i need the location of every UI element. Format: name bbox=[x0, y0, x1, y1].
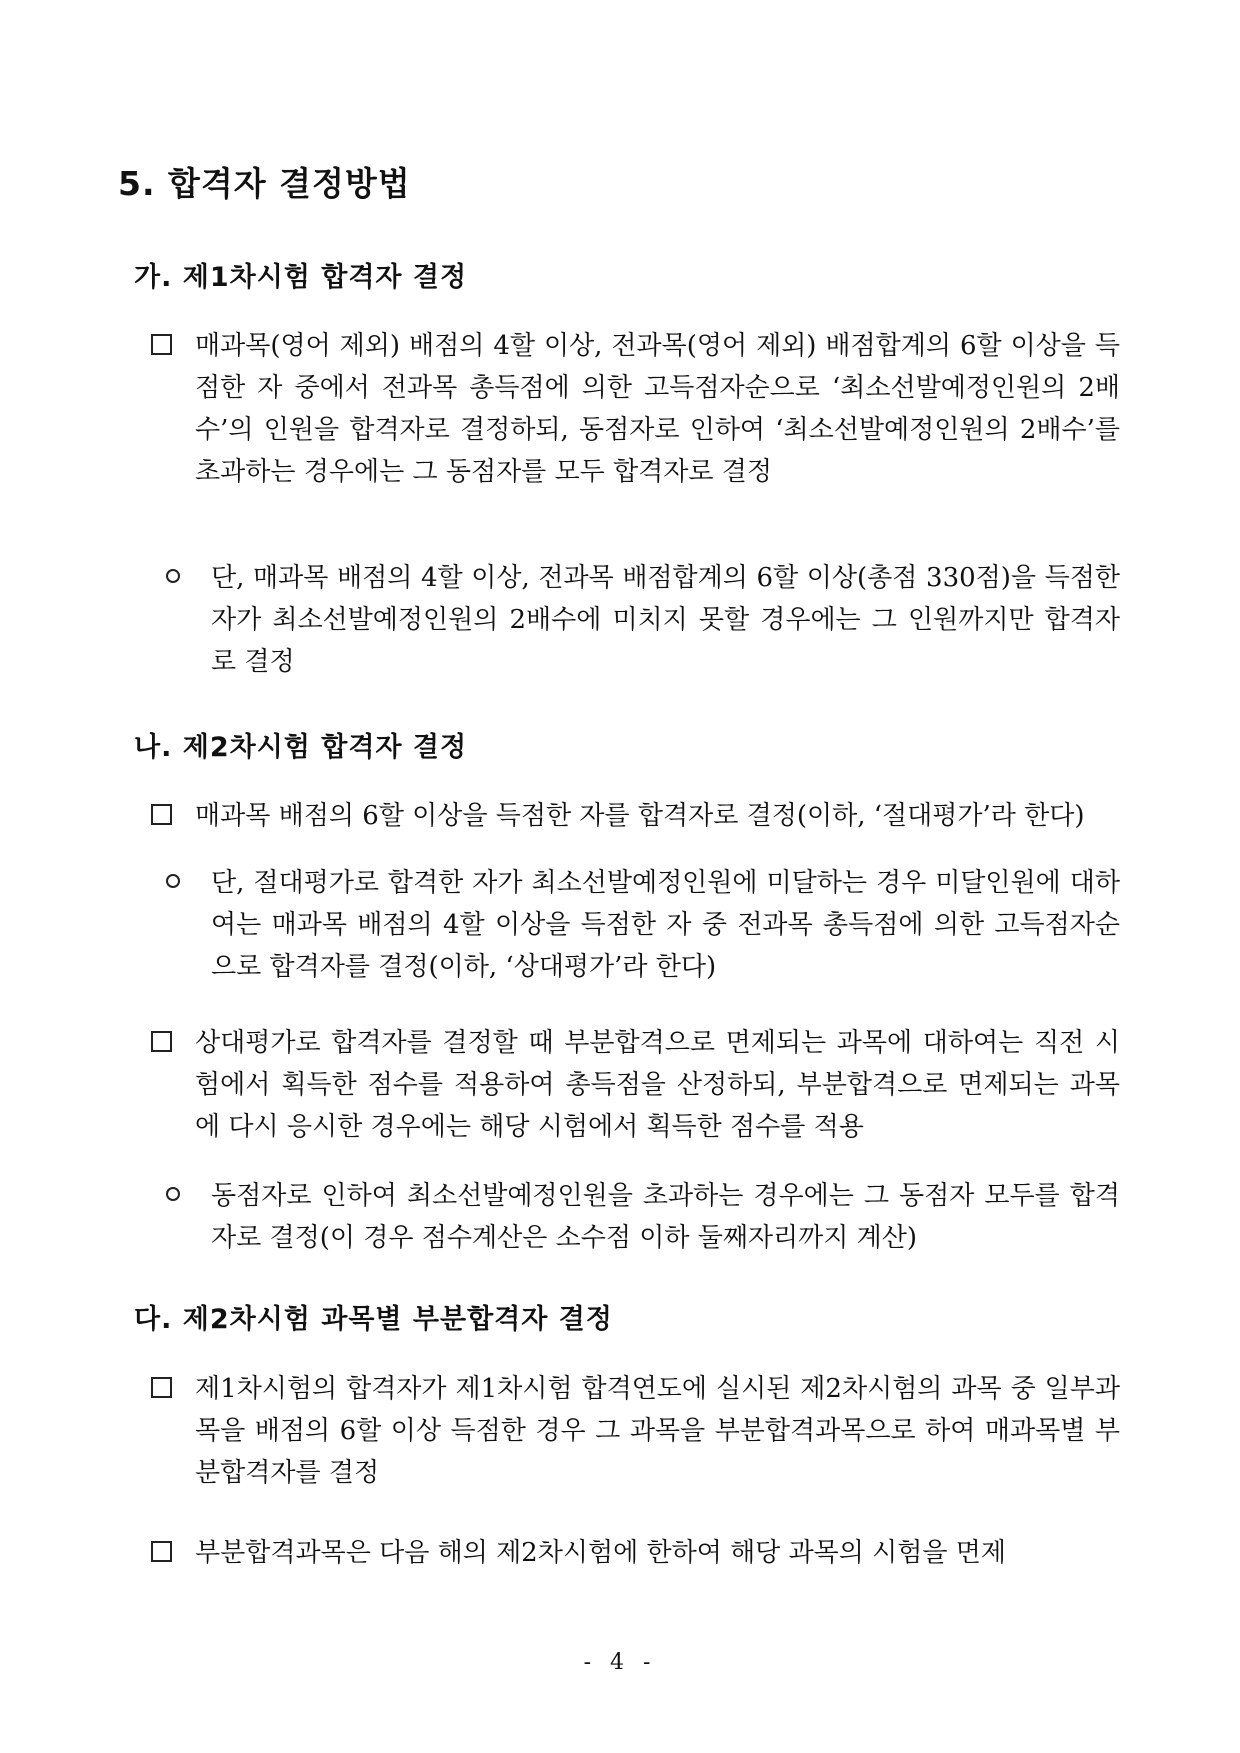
subsection-heading-ga: 가. 제1차시험 합격자 결정 bbox=[134, 262, 468, 293]
item-text: 매과목 배점의 6할 이상을 득점한 자를 합격자로 결정(이하, ‘절대평가’라 한다) bbox=[195, 801, 1085, 831]
bullet-circle-icon bbox=[166, 569, 180, 583]
item-text: 상대평가로 합격자를 결정할 때 부분합격으로 면제되는 과목에 대하여는 직전 시험에서 획득한 점수를 적용하여 총득점을 산정하되, 부분합격으로 면제되는 과목에 다시 응시한 경우에는 해당 시험에서 획득한 점수를 적용 bbox=[195, 1028, 1120, 1142]
bullet-circle-icon bbox=[166, 874, 180, 888]
item-text: 제1차시험의 합격자가 제1차시험 합격연도에 실시된 제2차시험의 과목 중 일부과목을 배점의 6할 이상 득점한 경우 그 과목을 부분합격과목으로 하여 매과목별 부분합격자를 결정 bbox=[195, 1374, 1120, 1488]
item-text: 부분합격과목은 다음 해의 제2차시험에 한하여 해당 과목의 시험을 면제 bbox=[195, 1538, 1007, 1568]
list-item bbox=[211, 862, 1120, 988]
list-item bbox=[211, 1175, 1120, 1259]
section-title: 5. 합격자 결정방법 bbox=[118, 164, 411, 203]
checkbox-square-icon bbox=[151, 1031, 172, 1052]
bullet-circle-icon bbox=[166, 1187, 180, 1201]
page-number: - 4 - bbox=[583, 1650, 657, 1675]
list-item bbox=[211, 557, 1120, 683]
checkbox-square-icon bbox=[151, 1541, 172, 1562]
checkbox-square-icon bbox=[151, 1377, 172, 1398]
item-text: 매과목(영어 제외) 배점의 4할 이상, 전과목(영어 제외) 배점합계의 6할 이상을 득점한 자 중에서 전과목 총득점에 의한 고득점자순으로 ‘최소선발예정인원의 2배수’의 인원을 합격자로 결정하되, 동점자로 인하여 ‘최소선발예정인원의 2배수’를 초과하는 경우에는 그 동점자를 모두 합격자로 결정 bbox=[195, 331, 1120, 487]
list-item bbox=[195, 1532, 1120, 1574]
checkbox-square-icon bbox=[151, 334, 172, 355]
item-text: 단, 절대평가로 합격한 자가 최소선발예정인원에 미달하는 경우 미달인원에 대하여는 매과목 배점의 4할 이상을 득점한 자 중 전과목 총득점에 의한 고득점자순으로 합격자를 결정(이하, ‘상대평가’라 한다) bbox=[211, 868, 1120, 982]
list-item bbox=[195, 795, 1120, 837]
subsection-heading-na: 나. 제2차시험 합격자 결정 bbox=[134, 732, 468, 763]
list-item bbox=[195, 1022, 1120, 1148]
subsection-heading-da: 다. 제2차시험 과목별 부분합격자 결정 bbox=[134, 1304, 613, 1335]
item-text: 단, 매과목 배점의 4할 이상, 전과목 배점합계의 6할 이상(총점 330점)을 득점한 자가 최소선발예정인원의 2배수에 미치지 못할 경우에는 그 인원까지만 합격자로 결정 bbox=[211, 563, 1120, 677]
list-item bbox=[195, 1368, 1120, 1494]
list-item bbox=[195, 325, 1120, 493]
item-text: 동점자로 인하여 최소선발예정인원을 초과하는 경우에는 그 동점자 모두를 합격자로 결정(이 경우 점수계산은 소수점 이하 둘째자리까지 계산) bbox=[211, 1181, 1120, 1253]
checkbox-square-icon bbox=[151, 804, 172, 825]
